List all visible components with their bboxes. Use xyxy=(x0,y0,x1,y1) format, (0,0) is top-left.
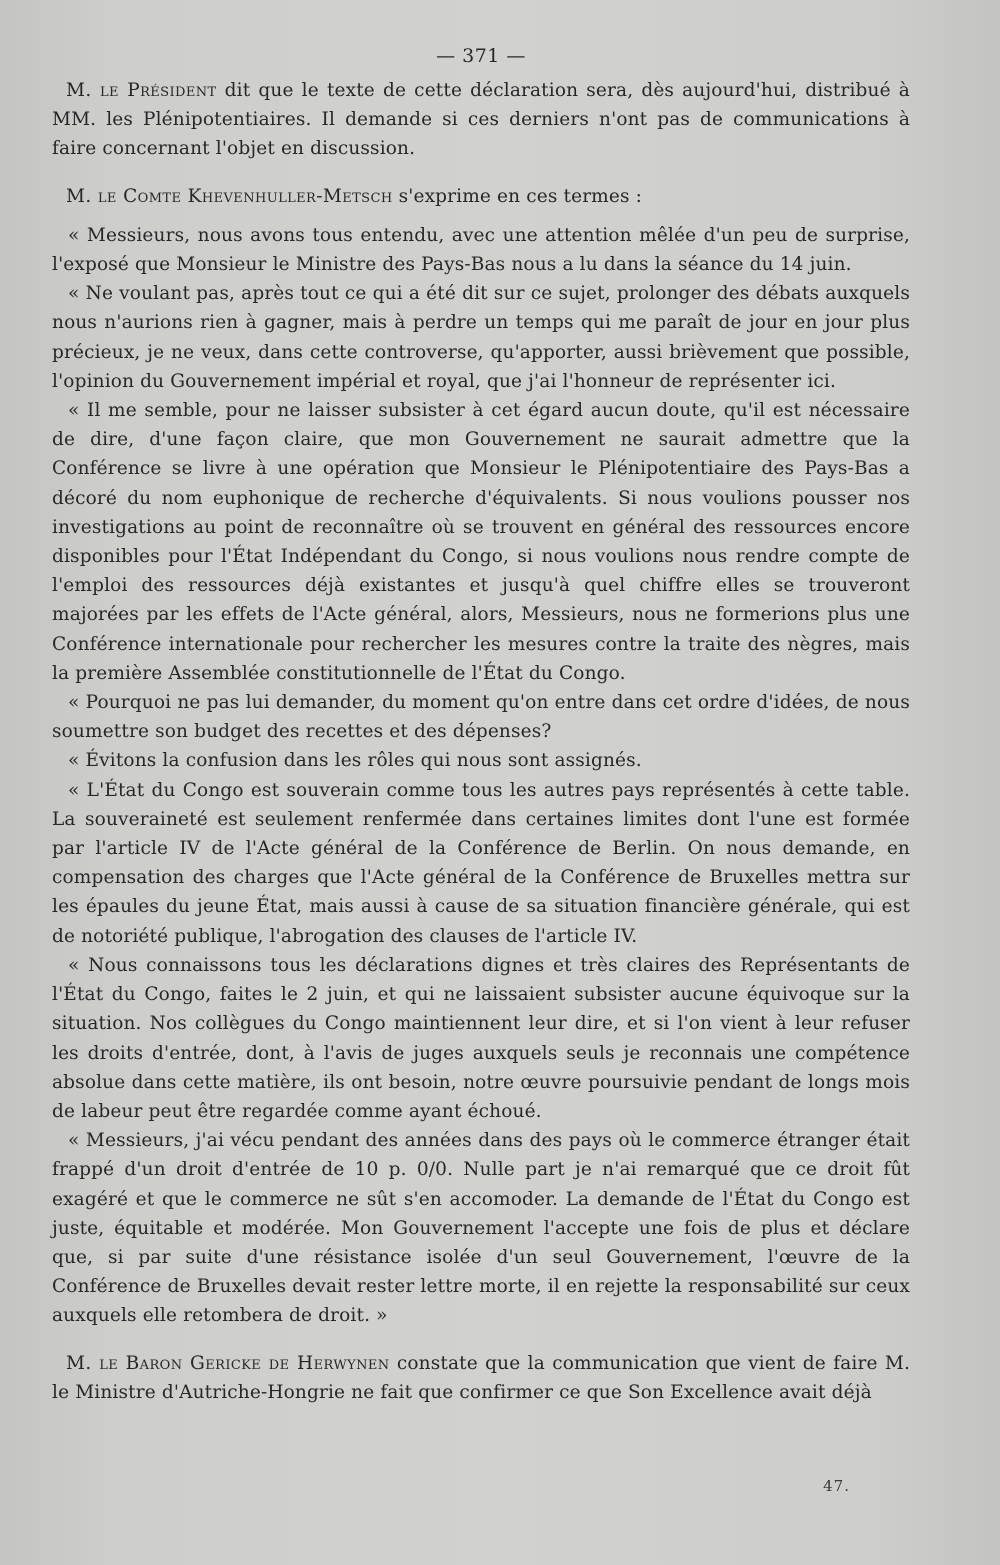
speaker-name: M. le Président xyxy=(66,80,217,101)
paragraph-text: s'exprime en ces termes : xyxy=(392,185,643,207)
speaker-name: M. le Baron Gericke de Herwynen xyxy=(66,1352,390,1374)
quote-paragraph: « Ne voulant pas, après tout ce qui a été dit sur ce sujet, prolonger des débats auxquels nous n'aurions rien à gagner, mais à perdre un temps qui me paraît de jour en jour plus précieux, je ne veux, dans cette controverse, qu'apporter, aussi brièvement que possible, l'opinion du Gouvernement impérial et royal, que j'ai l'honneur de représenter ici. xyxy=(52,283,910,392)
paragraph-gericke xyxy=(52,1349,910,1407)
quote-paragraph: « Pourquoi ne pas lui demander, du moment qu'on entre dans cet ordre d'idées, de nous soumettre son budget des recettes et des dépenses? xyxy=(52,692,910,743)
quote-paragraph: « Messieurs, j'ai vécu pendant des années dans des pays où le commerce étranger était frappé d'un droit d'entrée de 10 p. 0/0. Nulle part je n'ai remarqué que ce droit fût exagéré et que le commerce ne sût s'en accomoder. La demande de l'État du Congo est juste, équitable et modérée. Mon Gouvernement l'accepte une fois de plus et déclare que, si par suite d'une résistance isolée d'un seul Gouvernement, l'œuvre de la Conférence de Bruxelles devait rester lettre morte, il en rejette la responsabilité sur ceux auxquels elle retombera de droit. » xyxy=(52,1130,910,1327)
paragraph-khevenhuller-intro xyxy=(52,182,910,211)
paragraph-text: dit que le texte de cette déclaration sera, dès aujourd'hui, distribué à MM. les Plénipotentiaires. Il demande si ces derniers n'ont pas de communications à faire concernant l'objet en discussion. xyxy=(52,80,910,160)
signature-mark: 47. xyxy=(823,1477,850,1495)
quote-paragraph: « Il me semble, pour ne laisser subsister à cet égard aucun doute, qu'il est nécessaire de dire, d'une façon claire, que mon Gouvernement ne saurait admettre que la Conférence se livre à une opération que Monsieur le Plénipotentiaire des Pays-Bas a décoré du nom euphonique de recherche d'équivalents. Si nous voulions pousser nos investigations au point de reconnaître où se trouvent en général des ressources encore disponibles pour l'État Indépendant du Congo, si nous voulions nous rendre compte de l'emploi des ressources déjà existantes et jusqu'à quel chiffre elles se trouveront majorées par les effets de l'Acte général, alors, Messieurs, nous ne formerions plus une Conférence internationale pour rechercher les mesures contre la traite des nègres, mais la première Assemblée constitutionnelle de l'État du Congo. xyxy=(52,400,910,684)
page-text xyxy=(52,36,910,1407)
speaker-name: M. le Comte Khevenhuller-Metsch xyxy=(66,185,393,207)
quote-paragraph: « Messieurs, nous avons tous entendu, avec une attention mêlée d'un peu de surprise, l'exposé que Monsieur le Ministre des Pays-Bas nous a lu dans la séance du 14 juin. xyxy=(52,224,910,276)
quote-paragraph: « L'État du Congo est souverain comme tous les autres pays représentés à cette table. La souveraineté est seulement renfermée dans certaines limites dont l'une est formée par l'article IV de l'Acte général de la Conférence de Berlin. On nous demande, en compensation des charges que l'Acte général de la Conférence de Bruxelles mettra sur les épaules du jeune État, mais aussi à cause de sa situation financière générale, qui est de notoriété publique, l'abrogation des clauses de l'article IV. xyxy=(52,779,910,947)
paragraph-text: constate que la communication que vient de faire M. le Ministre d'Autriche-Hongrie ne fait que confirmer ce que Son Excellence avait déjà xyxy=(52,1352,910,1403)
quote-paragraph: « Nous connaissons tous les déclarations dignes et très claires des Représentants de l'État du Congo, faites le 2 juin, et qui ne laissaient subsister aucune équivoque sur la situation. Nos collègues du Congo maintiennent leur dire, et si l'on vient à leur refuser les droits d'entrée, dont, à l'avis de juges auxquels seuls je reconnais une compétence absolue dans cette matière, ils ont besoin, notre œuvre poursuivie pendant de longs mois de labeur peut être regardée comme ayant échoué. xyxy=(52,954,910,1122)
quote-paragraph: « Évitons la confusion dans les rôles qui nous sont assignés. xyxy=(68,750,642,772)
paragraph-president xyxy=(52,76,910,164)
page-number: — 371 — xyxy=(436,45,526,67)
